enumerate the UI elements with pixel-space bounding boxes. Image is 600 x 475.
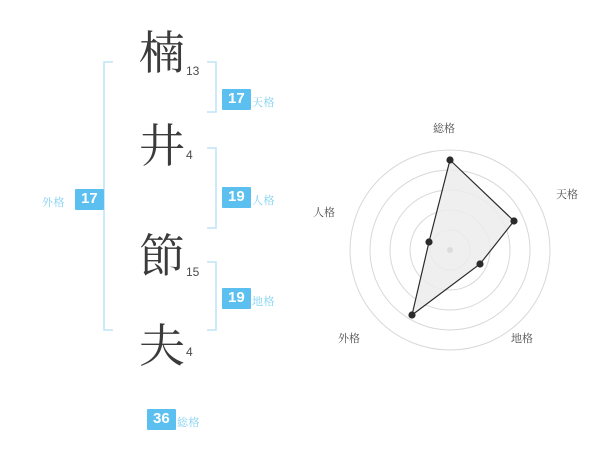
name-panel	[0, 0, 300, 470]
axis-label-chikaku: 地格	[511, 332, 533, 345]
stroke-count-4: 4	[186, 345, 193, 359]
jinkaku-label: 人格	[252, 194, 275, 207]
axis-label-tenkaku: 天格	[556, 188, 578, 201]
stroke-count-3: 15	[186, 265, 200, 279]
soukaku-label: 総格	[177, 416, 200, 429]
gaikaku-label: 外格	[42, 196, 65, 209]
radar-chart-panel	[300, 0, 600, 470]
kanji-char-2: 井	[139, 119, 185, 173]
chikaku-label: 地格	[252, 295, 275, 308]
soukaku-value: 36	[147, 409, 176, 430]
jinkaku-value: 19	[222, 187, 251, 208]
stroke-count-1: 13	[186, 64, 200, 78]
kanji-char-3: 節	[139, 229, 185, 283]
radar-data-area	[412, 160, 514, 315]
tenkaku-value: 17	[222, 89, 251, 110]
axis-label-jinkaku: 人格	[313, 206, 335, 219]
radar-center-dot	[447, 247, 453, 253]
chikaku-value: 19	[222, 288, 251, 309]
radar-chart	[300, 0, 600, 470]
stroke-count-2: 4	[186, 148, 193, 162]
kanji-char-1: 楠	[139, 26, 185, 80]
axis-label-gaikaku: 外格	[338, 332, 360, 345]
gaikaku-value: 17	[75, 189, 104, 210]
tenkaku-label: 天格	[252, 96, 275, 109]
kanji-char-4: 夫	[139, 319, 185, 373]
axis-label-soukaku: 総格	[433, 122, 455, 135]
